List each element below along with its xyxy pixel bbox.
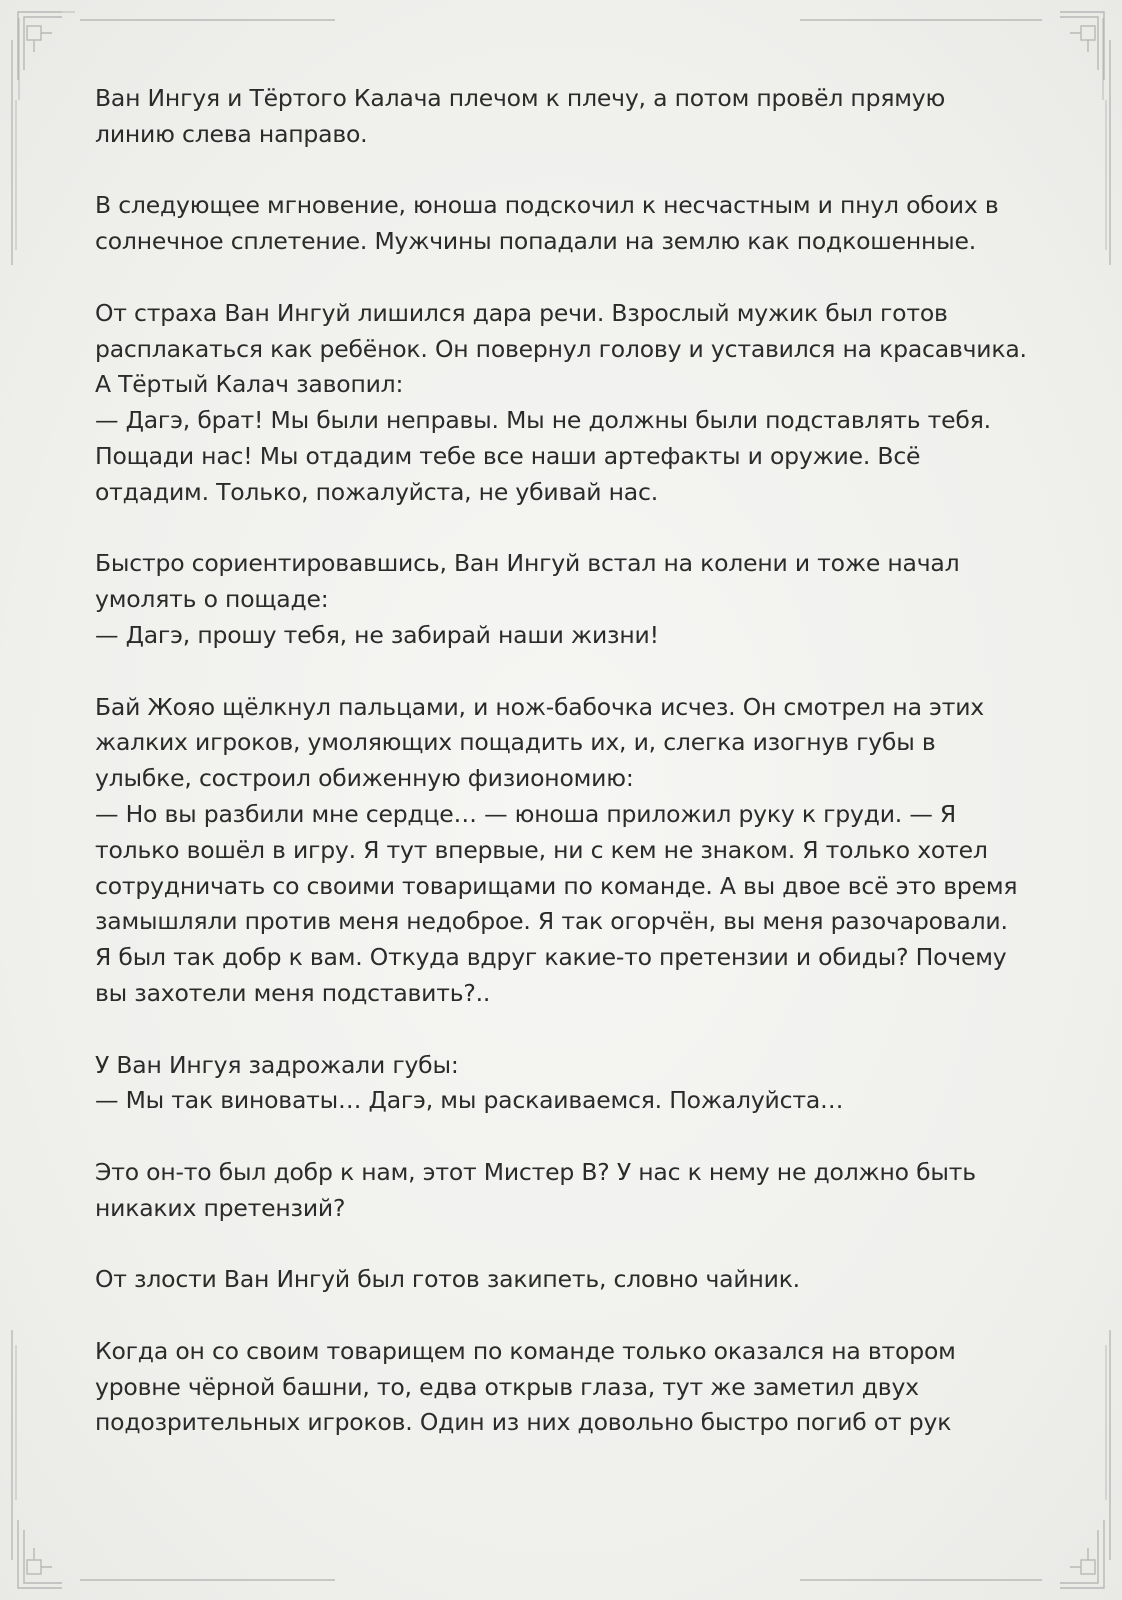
paragraph: [95, 1048, 1035, 1120]
text-line: отдадим. Только, пожалуйста, не убивай нас.: [95, 477, 658, 506]
text-line: Я был так добр к вам. Откуда вдруг какие-то претензии и обиды? Почему: [95, 943, 1007, 972]
text-line: Быстро сориентировавшись, Ван Ингуй встал на колени и тоже начал: [95, 549, 960, 578]
text-line: никаких претензий?: [95, 1193, 346, 1222]
text-line: Это он-то был добр к нам, этот Мистер B? У нас к нему не должно быть: [95, 1157, 976, 1186]
paragraph: [95, 1155, 1035, 1227]
text-line: Бай Жояо щёлкнул пальцами, и нож-бабочка исчез. Он смотрел на этих: [95, 692, 985, 721]
text-line: У Ван Ингуя задрожали губы:: [95, 1050, 459, 1079]
text-line: только вошёл в игру. Я тут впервые, ни с кем не знаком. Я только хотел: [95, 835, 988, 864]
text-line: расплакаться как ребёнок. Он повернул голову и уставился на красавчика.: [95, 334, 1027, 363]
text-line: солнечное сплетение. Мужчины попадали на землю как подкошенные.: [95, 227, 977, 256]
paragraph: [95, 546, 1035, 653]
text-line: Ван Ингуя и Тёртого Калача плечом к плечу, а потом провёл прямую: [95, 84, 946, 112]
text-line: — Но вы разбили мне сердце… — юноша приложил руку к груди. — Я: [95, 799, 957, 828]
text-line: В следующее мгновение, юноша подскочил к несчастным и пнул обоих в: [95, 191, 999, 220]
paragraph: [95, 1262, 1035, 1298]
text-line: подозрительных игроков. Один из них довольно быстро погиб от рук: [95, 1408, 952, 1437]
text-line: А Тёртый Калач завопил:: [95, 370, 404, 399]
text-line: — Мы так виноваты… Дагэ, мы раскаиваемся. Пожалуйста…: [95, 1086, 844, 1115]
text-line: замышляли против меня недоброе. Я так огорчён, вы меня разочаровали.: [95, 907, 1008, 936]
chapter-text: [95, 81, 1035, 1477]
text-line: От страха Ван Ингуй лишился дара речи. Взрослый мужик был готов: [95, 298, 948, 327]
text-line: сотрудничать со своими товарищами по команде. А вы двое всё это время: [95, 871, 1018, 900]
paragraph: [95, 296, 1035, 511]
text-line: улыбке, состроил обиженную физиономию:: [95, 764, 634, 793]
text-line: Пощади нас! Мы отдадим тебе все наши артефакты и оружие. Всё: [95, 441, 921, 470]
text-line: линию слева направо.: [95, 119, 368, 148]
text-line: жалких игроков, умоляющих пощадить их, и, слегка изогнув губы в: [95, 728, 936, 757]
text-line: вы захотели меня подставить?..: [95, 978, 491, 1007]
text-line: уровне чёрной башни, то, едва открыв глаза, тут же заметил двух: [95, 1372, 919, 1401]
paragraph: [95, 188, 1035, 260]
text-line: умолять о пощаде:: [95, 585, 329, 614]
paragraph: [95, 81, 1035, 153]
text-line: Когда он со своим товарищем по команде только оказался на втором: [95, 1336, 956, 1365]
text-line: — Дагэ, брат! Мы были неправы. Мы не должны были подставлять тебя.: [95, 406, 991, 435]
text-line: От злости Ван Ингуй был готов закипеть, словно чайник.: [95, 1265, 800, 1294]
text-line: — Дагэ, прошу тебя, не забирай наши жизни!: [95, 620, 659, 649]
paragraph: [95, 1334, 1035, 1441]
paragraph: [95, 690, 1035, 1012]
